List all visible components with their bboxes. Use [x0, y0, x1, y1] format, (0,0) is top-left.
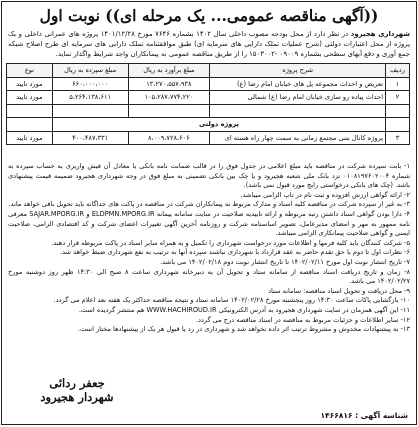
condition-item: ۲- ارائه گواهی ارزش افزوده و ثبت نام در تاپ الزامی میباشد. [240, 190, 410, 199]
condition-item: ۱۰- بازگشایی پاکات ساعت ۱۴:۳۰ روز پنجشنبه مورخ ۱۴۰۲/۰۲/۲۸ سامانه ستاد و نتیجه مناقصه حداکثر یک هفته بعد اعلام می گردد. [53, 296, 410, 305]
tender-notice [1, 1, 417, 425]
intro-municipality: شهرداری هجیرود [350, 30, 411, 38]
header-estimate: مبلغ برآورد به ریال [128, 64, 210, 78]
condition-item: ۷- تاریخ انتشار نوبت اول مورخ ۱۴۰۲/۰۲/۱۱ تا تاریخ انتشار نوبت دوم ۱۴۰۲/۰۲/۱۸ می باشد. [160, 257, 410, 266]
row-no: ۲ [386, 91, 410, 105]
signatory-role: شهردار هجیرود [40, 390, 114, 404]
row-description [210, 104, 386, 118]
row-estimate: ۸،۰۰۹،۷۲۸،۶۰۶ [128, 131, 210, 145]
table-row [7, 77, 410, 91]
condition-item: ۹- محل دریافت و تحویل اسناد مناقصه: سامانه ستاد [268, 286, 410, 295]
row-estimate: ۱۰۵،۲۸۷،۷۷۴،۲۲۰ [128, 91, 210, 105]
table-row-empty [7, 104, 410, 118]
condition-item: ۳- به غیر از سپرده شرکت در مناقصه کلیه اسناد و مدارک مربوط به پیمانکاران شرکت در مناقصه در پاکت های جداگانه باید تحویل باقی خواهد ماند. [8, 200, 410, 209]
condition-item: ۶- نظرات اول تا دوم با حق تقدم حاضر به عقد قرارداد با شهرداری نباشند سپرده آنها به ترتیب به نفع شهرداری ضبط خواهد شد. [60, 248, 410, 257]
group-label: پروژه دولتی [52, 118, 385, 132]
signature-block [2, 376, 152, 404]
group-spacer [7, 118, 53, 132]
row-type [7, 104, 53, 118]
row-description: تعریض و احداث مجموعه پل های خیابان امام رضا (ع) [210, 77, 386, 91]
row-deposit: ۴۰۰،۴۸۷،۳۳۱ [52, 131, 128, 145]
notice-id: شناسه آگهی : ۱۴۶۶۸۱۶ [320, 411, 408, 420]
row-description: پروژه کانال بتنی مجتمع زمانی به سمت چهار راه هسته ای [210, 131, 386, 145]
header-type: نوع [7, 64, 53, 78]
row-no: ۳ [386, 131, 410, 145]
header-description: شرح پروژه [210, 64, 386, 78]
row-type: مورد تایید [7, 91, 53, 105]
condition-item: ۵- شرکت کنندگان باید کلیه فرمها و اطلاعات مورد درخواست شهرداری را تکمیل و به همراه سایر اسناد در پاکت مربوطه قرار دهند. [51, 238, 410, 247]
conditions-list [8, 162, 410, 335]
intro-text: در نظر دارد از محل بودجه مصوب داخلی سال ۱۴۰۲ بشماره ۷۶۴۶ مورخ ۱۴۰۱/۱۲/۲۸ پروژه های عمرانی داخلی و یک پروژه از محل اعتبارات دولتی (شرح عملیات تملک دارایی های سرمایه ای) طبق موافقتنامه تملک دارایی های سرمایه ای طرح اصلاح شبکه جمع آوری و دفع آبهای سطحی بشماره ۰۹۰۰۹ -۱۵۰۳۰۰۲ را از طریق مناقصه عمومی به پیمانکاران واجد شرایط واگذار نماید. [8, 30, 410, 58]
row-description: احداث پیاده رو سازی خیابان امام رضا (ع) شمالی [210, 91, 386, 105]
row-deposit: ۶۶۰،۰۰۰،۰۰۰ [52, 77, 128, 91]
notice-title: ((آگهی مناقصه عمومی... یک مرحله ای)) نوبت اول [39, 6, 379, 25]
table-group-row [7, 118, 410, 132]
condition-item: ۴- دارا بودن گواهی اسناد داشتن رتبه مربوطه و ارائه تاییدیه صلاحیت در سایت سامانه پیمانه ELDPMN.MPORG.IR و SAJAR.MPORG.IR معرفی نامه ممهور به مهر و امضای مدیرعامل، تصویر اساسنامه شرکت و روزنامه آخرین آگهی تغییرات اعضای شرکت و کد اقتصادی الزامی، صلاحیت ایمنی و گواهی صلاحیت پیمانکاری الزامی میباشد. [8, 209, 410, 238]
group-spacer [386, 118, 410, 132]
condition-item: ۸- زمان و تاریخ دریافت اسناد مناقصه از سامانه ستاد و تحویل آن به دبیرخانه شهرداری ساعت ۸ صبح الی ۱۴:۳۰ ظهر روز دوشنبه مورخ ۱۴۰۲/۰۲/۲۷ می باشد. [8, 267, 410, 286]
row-deposit [52, 104, 128, 118]
row-type: مورد تایید [7, 77, 53, 91]
condition-item: ۱- بابت سپرده شرکت در مناقصه باید مبلغ اعلامی در جدول فوق را در قالب ضمانت نامه بانکی یا معادل آن فیش واریزی به حساب سپرده به شماره ۰۱۰۸۱۹۷۶۰۲۰۰۴ نزد بانک ملی شعبه هجیرود و یا چک بین بانکی تضمینی به مبلغ فوق در وجه شهرداری هجیرود ضمیمه قیمت پیشنهادی باشد. (چک های بانکی درخواستی رایج مورد قبول نمی باشد). [8, 162, 410, 190]
row-estimate: ۱۳،۲۷۰،۵۵۷،۹۳۸ [128, 77, 210, 91]
table-row [7, 131, 410, 145]
table-header-row [7, 64, 410, 78]
row-no: ۱ [386, 77, 410, 91]
row-deposit: ۵،۲۶۴،۱۳۸،۶۱۱ [52, 91, 128, 105]
condition-item: ۱۳- به پیشنهادات مخدوش و مشروط ترتیب اثر داده نخواهد شد و شهرداری در رد یا قبول هر یک از پیشنهادها مختار است. [77, 325, 410, 334]
signatory-name: جعفر ردائی [49, 376, 105, 390]
header-deposit: مبلغ سپرده به ریال [52, 64, 128, 78]
condition-item: ۱۱- این آگهی همزمان در سایت شهرداری هجیرود به آدرس الکترونیکی WWW.HACHIROUD.IR هم منتشر گردیده است. [78, 305, 410, 314]
projects-table [6, 63, 410, 145]
header-row-no: ردیف [386, 64, 410, 78]
condition-item: ۱۲- سایر اطلاعات و جزئیات مربوط به مناقصه در اسناد مناقصه درج می گردد. [195, 315, 410, 324]
row-no [386, 104, 410, 118]
row-estimate [128, 104, 210, 118]
table-row [7, 91, 410, 105]
intro-paragraph [8, 29, 410, 59]
row-type: مورد تایید [7, 131, 53, 145]
